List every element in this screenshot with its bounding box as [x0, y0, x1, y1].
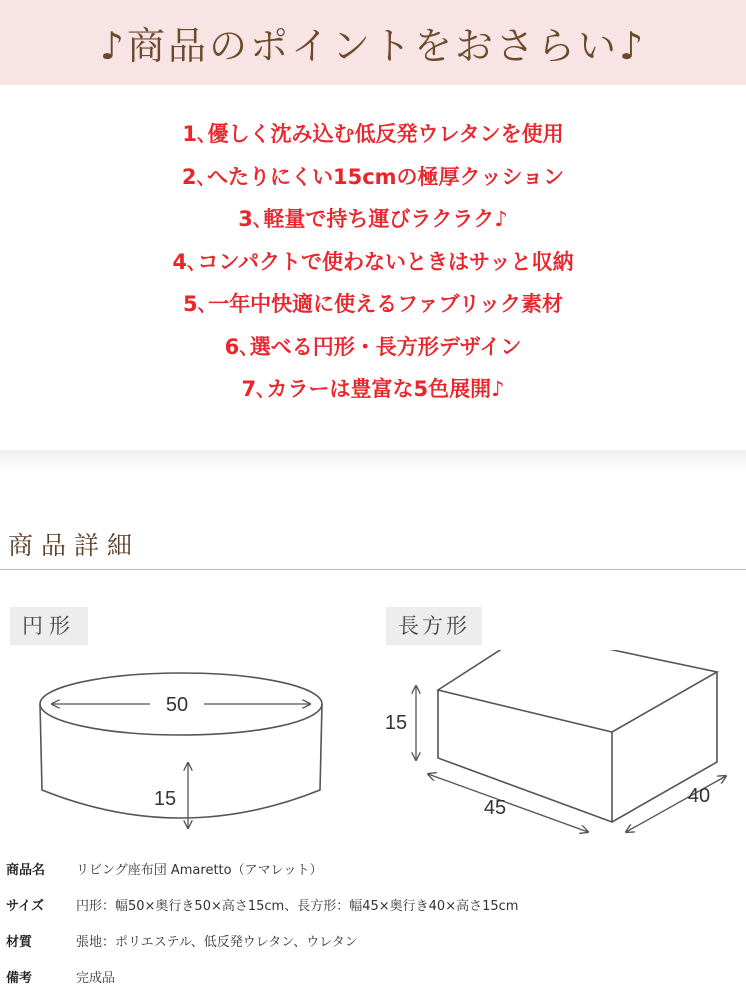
- details-divider: [0, 569, 746, 570]
- point-4: 4､コンパクトで使わないときはサッと収納: [172, 249, 574, 274]
- round-height-label: 15: [153, 788, 177, 810]
- points-list: [0, 113, 746, 411]
- rect-cushion-drawing: [438, 650, 717, 822]
- spec-value: 完成品: [76, 970, 116, 986]
- spec-value: リビング座布団 Amaretto（アマレット）: [76, 862, 323, 878]
- spec-label: 備考: [6, 970, 33, 986]
- point-6: 6､選べる円形・長方形デザイン: [224, 334, 522, 359]
- spec-value: 張地：ポリエステル、低反発ウレタン、ウレタン: [76, 934, 358, 950]
- spec-label: 材質: [6, 934, 33, 950]
- spec-value: 円形：幅50×奥行き50×高さ15cm、長方形：幅45×奥行き40×高さ15cm: [76, 898, 519, 914]
- banner-title: ♪商品のポイントをおさらい♪: [99, 24, 647, 68]
- points-box-shadow: [0, 450, 746, 472]
- dimension-diagrams: [0, 650, 746, 850]
- spec-label: サイズ: [6, 898, 44, 914]
- point-1: 1､優しく沈み込む低反発ウレタンを使用: [182, 122, 564, 146]
- spec-label: 商品名: [6, 862, 46, 878]
- round-shape-tag: 円形: [10, 607, 88, 645]
- spec-row-size: [6, 886, 741, 922]
- spec-table: [6, 850, 741, 994]
- rect-width-label: 45: [483, 797, 507, 819]
- rect-depth-label: 40: [687, 785, 711, 807]
- rect-shape-tag: 長方形: [386, 607, 482, 645]
- point-2: 2､へたりにくい15cmの極厚クッション: [181, 164, 565, 189]
- point-7: 7､カラーは豊富な5色展開♪: [241, 377, 505, 401]
- round-width-label: 50: [165, 694, 189, 716]
- details-title: 商品詳細: [8, 531, 141, 560]
- points-banner: [0, 0, 746, 85]
- spec-row-name: [6, 850, 741, 886]
- spec-row-material: [6, 922, 741, 958]
- point-3: 3､軽量で持ち運びラクラク♪: [238, 207, 508, 231]
- rect-depth-arrow: [626, 776, 726, 832]
- rect-width-arrow: [428, 774, 588, 832]
- rect-height-label: 15: [384, 712, 408, 734]
- spec-row-notes: [6, 958, 741, 994]
- point-5: 5､一年中快適に使えるファブリック素材: [182, 292, 563, 316]
